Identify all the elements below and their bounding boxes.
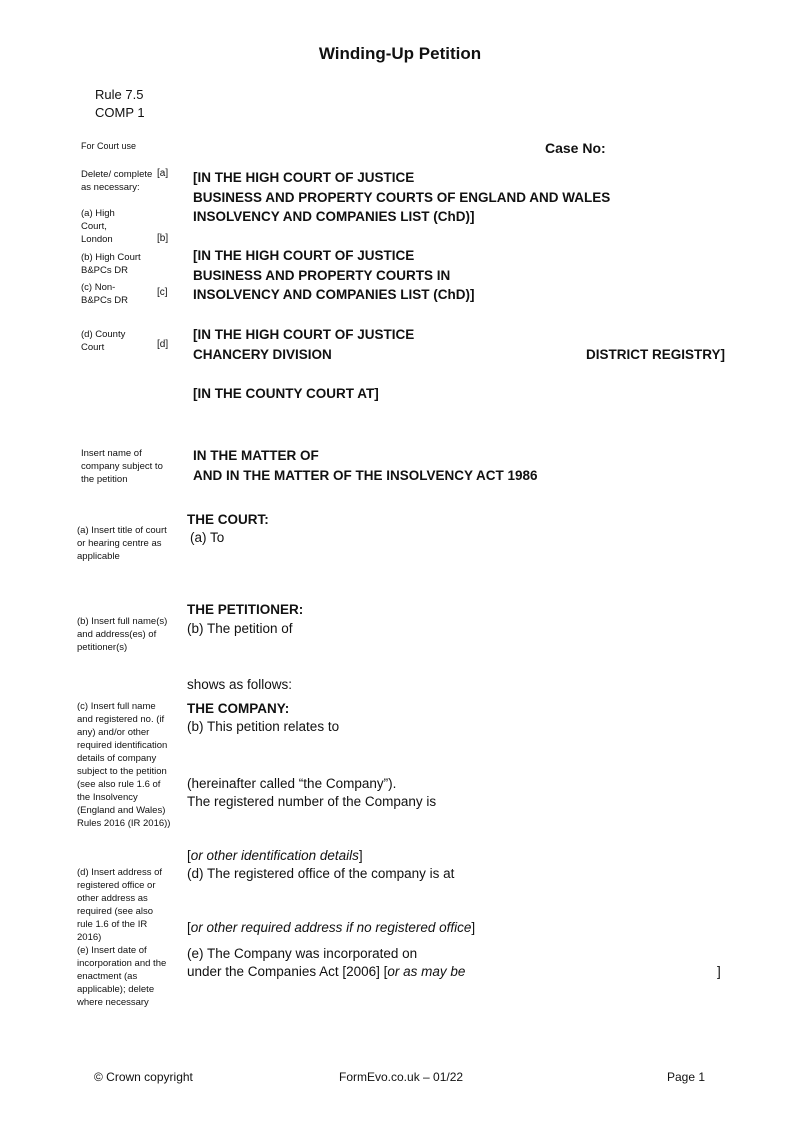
- court-c-line-2: CHANCERY DIVISION: [193, 346, 332, 362]
- petitioner-section-heading: THE PETITIONER:: [187, 602, 304, 617]
- other-address-line: [or other required address if no registered office]: [187, 920, 476, 935]
- delete-note: Delete/ complete as necessary:: [81, 169, 153, 193]
- bracket-b: [b]: [157, 233, 169, 244]
- footer-source: FormEvo.co.uk – 01/22: [339, 1070, 464, 1084]
- footer-page-number: Page 1: [667, 1070, 706, 1084]
- petition-of-line: (b) The petition of: [187, 621, 293, 636]
- court-b-line-1: [IN THE HIGH COURT OF JUSTICE: [193, 248, 415, 263]
- matter-line-2: AND IN THE MATTER OF THE INSOLVENCY ACT 1986: [193, 467, 538, 483]
- note-d-county-court: (d) County Court: [81, 329, 126, 353]
- bracket-c: [c]: [157, 287, 168, 298]
- case-number-label: Case No:: [545, 140, 606, 156]
- court-c-line-1: [IN THE HIGH COURT OF JUSTICE: [193, 327, 415, 342]
- court-option-c: [193, 325, 414, 364]
- rule-number: Rule 7.5: [95, 87, 144, 102]
- closing-bracket: ]: [717, 964, 721, 979]
- rule-reference: [95, 86, 145, 122]
- matter-heading: [193, 446, 538, 485]
- petitioner-note: (b) Insert full name(s) and address(es) of petitioner(s): [77, 616, 168, 653]
- district-registry: DISTRICT REGISTRY]: [586, 347, 726, 362]
- court-a-line-3: INSOLVENCY AND COMPANIES LIST (ChD)]: [193, 209, 475, 224]
- companies-act-line: under the Companies Act [2006] [or as may be: [187, 964, 466, 979]
- registered-office-line: (d) The registered office of the company is at: [187, 866, 455, 881]
- court-b-line-3: INSOLVENCY AND COMPANIES LIST (ChD)]: [193, 287, 475, 302]
- petition-relates-line: (b) This petition relates to: [187, 719, 340, 734]
- shows-as-follows: shows as follows:: [187, 677, 293, 692]
- note-c-non-bpcs: (c) Non-B&PCs DR: [81, 282, 128, 306]
- court-b-line-2: BUSINESS AND PROPERTY COURTS IN: [193, 267, 451, 283]
- court-a-line-1: [IN THE HIGH COURT OF JUSTICE: [193, 170, 415, 185]
- registered-number-line: The registered number of the Company is: [187, 794, 437, 809]
- company-section-heading: THE COMPANY:: [187, 701, 290, 716]
- bracket-a: [a]: [157, 168, 169, 179]
- company-note: (c) Insert full name and registered no. (if any) and/or other required identification details of company subject to the petition (see also rule 1.6 of the Insolvency (England and Wales) Rules 2016 (IR 2016)): [77, 701, 171, 829]
- form-code: COMP 1: [95, 105, 145, 120]
- court-to-line: (a) To: [190, 530, 225, 545]
- note-a-high-court-london: (a) High Court, London: [81, 208, 115, 245]
- footer-copyright: © Crown copyright: [94, 1070, 193, 1084]
- court-title-note: (a) Insert title of court or hearing centre as applicable: [77, 525, 167, 562]
- note-b-high-court-bpcs: (b) High Court B&PCs DR: [81, 252, 141, 276]
- court-option-a: [193, 168, 610, 227]
- bracket-d: [d]: [157, 339, 169, 350]
- incorporated-on-line: (e) The Company was incorporated on: [187, 946, 418, 961]
- insert-name-note: Insert name of company subject to the petition: [81, 448, 163, 485]
- other-identification-line: [or other identification details]: [187, 848, 363, 863]
- document-title: Winding-Up Petition: [318, 44, 482, 63]
- court-option-d: [IN THE COUNTY COURT AT]: [193, 386, 379, 401]
- incorporation-note: (e) Insert date of incorporation and the enactment (as applicable); delete where necessary: [77, 945, 167, 1008]
- hereinafter-called: (hereinafter called “the Company”).: [187, 776, 397, 791]
- court-option-b: [193, 246, 475, 305]
- court-section-heading: THE COURT:: [187, 512, 269, 527]
- address-note: (d) Insert address of registered office or other address as required (see also rule 1.6 of the IR 2016): [77, 867, 163, 943]
- court-a-line-2: BUSINESS AND PROPERTY COURTS OF ENGLAND AND WALES: [193, 189, 611, 205]
- for-court-use-label: For Court use: [81, 141, 137, 151]
- matter-line-1: IN THE MATTER OF: [193, 448, 319, 463]
